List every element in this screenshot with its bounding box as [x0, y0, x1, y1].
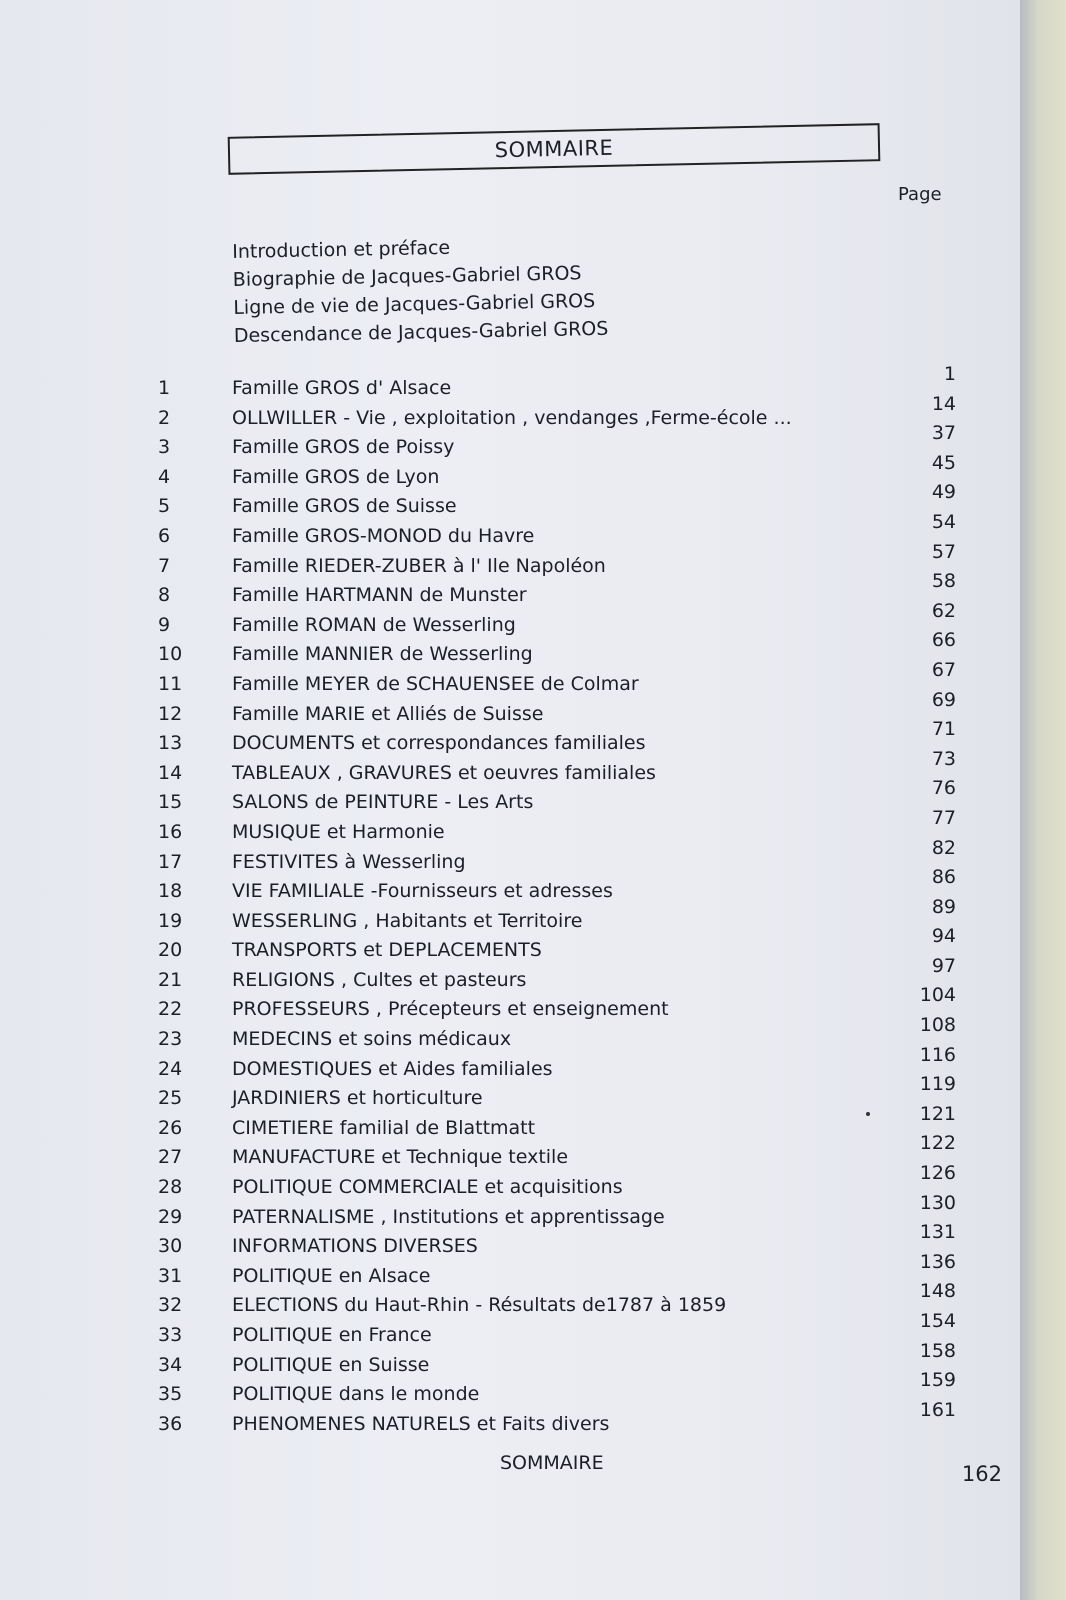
toc-number: 13 [158, 732, 183, 755]
toc-page: 45 [931, 451, 956, 474]
toc-row [0, 1339, 1020, 1381]
toc-page: 77 [931, 806, 956, 829]
intro-item: Descendance de Jacques-Gabriel GROS [233, 317, 609, 347]
toc-title: Famille GROS de Poissy [232, 436, 455, 459]
toc-title: MUSIQUE et Harmonie [232, 820, 445, 843]
toc-page: 14 [931, 392, 956, 415]
toc-row [0, 777, 1020, 818]
toc-number: 24 [158, 1057, 183, 1080]
toc-row [0, 599, 1020, 641]
toc-title: JARDINIERS et horticulture [232, 1087, 483, 1110]
toc-page: 49 [931, 481, 956, 504]
toc-number: 6 [158, 524, 171, 547]
toc-number: 31 [158, 1264, 183, 1287]
toc-row [0, 1073, 1020, 1114]
toc-title: Famille GROS de Suisse [232, 495, 457, 518]
toc-row [0, 836, 1020, 878]
toc-number: 30 [158, 1235, 183, 1258]
toc-row [0, 1043, 1020, 1085]
toc-row [0, 658, 1020, 700]
toc-title: ELECTIONS du Haut-Rhin - Résultats de1787 à 1859 [232, 1294, 727, 1317]
toc-page: 76 [931, 777, 956, 800]
page-title: SOMMAIRE [228, 123, 881, 175]
toc-number: 9 [158, 613, 171, 636]
toc-row [0, 1280, 1020, 1321]
toc-title: INFORMATIONS DIVERSES [232, 1235, 478, 1258]
toc-number: 1 [158, 377, 171, 399]
toc-number: 5 [158, 495, 171, 518]
toc-page: 1 [943, 363, 956, 385]
toc-number: 8 [158, 584, 171, 607]
toc-title: PATERNALISME , Institutions et apprentissage [232, 1205, 665, 1228]
toc-title: POLITIQUE dans le monde [232, 1383, 480, 1406]
toc-page: 97 [931, 954, 956, 977]
toc-page: 54 [931, 510, 956, 533]
toc-page: 108 [919, 1014, 956, 1037]
toc-number: 16 [158, 820, 183, 843]
toc-title: Famille GROS d' Alsace [232, 377, 452, 399]
toc-row [0, 1369, 1020, 1410]
page-column-header: Page [898, 184, 942, 205]
footer-page-number: 162 [961, 1462, 1002, 1486]
toc-number: 36 [158, 1412, 183, 1435]
toc-number: 34 [158, 1353, 183, 1376]
toc-number: 33 [158, 1324, 183, 1346]
toc-row [0, 1221, 1020, 1262]
toc-number: 10 [158, 643, 183, 666]
toc-number: 27 [158, 1146, 183, 1169]
toc-title: PROFESSEURS , Précepteurs et enseignement [232, 998, 669, 1021]
toc-row [0, 422, 1020, 463]
toc-number: 3 [158, 436, 171, 459]
toc-title: PHENOMENES NATURELS et Faits divers [232, 1412, 610, 1435]
toc-page: 57 [931, 540, 956, 563]
toc-title: WESSERLING , Habitants et Territoire [232, 909, 583, 932]
toc-number: 28 [158, 1176, 183, 1199]
toc-number: 22 [158, 998, 183, 1021]
table-of-contents [0, 363, 1020, 1439]
toc-title: OLLWILLER - Vie , exploitation , vendanges ,Ferme-école ... [232, 406, 792, 429]
toc-number: 15 [158, 791, 183, 814]
toc-page: 37 [931, 422, 956, 445]
toc-number: 26 [158, 1116, 183, 1139]
toc-title: POLITIQUE COMMERCIALE et acquisitions [232, 1176, 623, 1199]
toc-title: Famille MARIE et Alliés de Suisse [232, 702, 544, 725]
toc-row [0, 866, 1020, 907]
toc-number: 35 [158, 1383, 183, 1406]
toc-title: FESTIVITES à Wesserling [232, 850, 466, 873]
toc-title: Famille HARTMANN de Munster [232, 584, 527, 607]
toc-row [0, 747, 1020, 789]
ink-dot [866, 1112, 870, 1116]
toc-title: Famille GROS de Lyon [232, 465, 440, 488]
toc-row [0, 895, 1020, 937]
toc-title: DOMESTIQUES et Aides familiales [232, 1057, 553, 1080]
toc-page: 154 [919, 1310, 956, 1332]
toc-row [0, 1014, 1020, 1055]
toc-row [0, 1310, 1020, 1351]
toc-page: 131 [919, 1221, 956, 1244]
toc-row [0, 451, 1020, 493]
toc-page: 86 [931, 866, 956, 889]
toc-row [0, 1250, 1020, 1292]
toc-title: POLITIQUE en France [232, 1324, 432, 1346]
toc-page: 69 [931, 688, 956, 711]
intro-list [232, 231, 609, 350]
toc-number: 14 [158, 761, 183, 784]
toc-title: TRANSPORTS et DEPLACEMENTS [232, 939, 542, 962]
toc-title: POLITIQUE en Alsace [232, 1264, 431, 1287]
toc-number: 32 [158, 1294, 183, 1317]
toc-row [0, 510, 1020, 552]
toc-page: 62 [931, 599, 956, 622]
toc-page: 94 [931, 925, 956, 948]
toc-title: Famille MANNIER de Wesserling [232, 643, 533, 666]
toc-number: 4 [158, 465, 171, 488]
toc-number: 17 [158, 850, 183, 873]
toc-page: 119 [919, 1073, 956, 1096]
toc-title: DOCUMENTS et correspondances familiales [232, 732, 646, 755]
toc-page: 58 [931, 570, 956, 593]
toc-row [0, 1398, 1020, 1440]
toc-page: 148 [919, 1280, 956, 1303]
toc-row [0, 1132, 1020, 1173]
toc-row [0, 1191, 1020, 1233]
toc-number: 12 [158, 702, 183, 725]
toc-title: MANUFACTURE et Technique textile [232, 1146, 569, 1169]
toc-page: 67 [931, 658, 956, 681]
toc-row [0, 954, 1020, 996]
toc-title: VIE FAMILIALE -Fournisseurs et adresses [232, 880, 613, 903]
toc-row [0, 481, 1020, 522]
toc-page: 161 [919, 1398, 956, 1421]
toc-number: 25 [158, 1087, 183, 1110]
toc-title: POLITIQUE en Suisse [232, 1353, 430, 1376]
toc-page: 104 [919, 984, 956, 1007]
toc-row [0, 540, 1020, 582]
toc-number: 18 [158, 880, 183, 903]
toc-number: 7 [158, 554, 171, 577]
toc-row [0, 718, 1020, 759]
toc-page: 116 [919, 1043, 956, 1066]
toc-number: 21 [158, 968, 183, 991]
toc-number: 20 [158, 939, 183, 962]
toc-page: 89 [931, 895, 956, 918]
intro-item: Introduction et préface [232, 236, 451, 263]
toc-title: TABLEAUX , GRAVURES et oeuvres familiales [232, 761, 656, 784]
intro-item: Biographie de Jacques-Gabriel GROS [232, 262, 582, 291]
toc-page: 130 [919, 1191, 956, 1214]
toc-title: Famille MEYER de SCHAUENSEE de Colmar [232, 672, 639, 695]
toc-page: 122 [919, 1132, 956, 1155]
toc-title: MEDECINS et soins médicaux [232, 1028, 512, 1051]
toc-page: 121 [919, 1102, 956, 1125]
toc-number: 11 [158, 672, 183, 695]
toc-row [0, 688, 1020, 730]
toc-row [0, 1102, 1020, 1144]
toc-number: 23 [158, 1028, 183, 1051]
toc-row [0, 1162, 1020, 1203]
page-edge [1020, 0, 1066, 1600]
toc-page: 126 [919, 1162, 956, 1185]
footer-sommaire: SOMMAIRE [500, 1452, 604, 1474]
toc-row [0, 806, 1020, 848]
toc-row [0, 392, 1020, 434]
toc-row [0, 363, 1020, 404]
toc-page: 71 [931, 718, 956, 741]
toc-number: 2 [158, 406, 171, 429]
toc-title: SALONS de PEINTURE - Les Arts [232, 791, 534, 814]
toc-page: 82 [931, 836, 956, 859]
toc-page: 66 [931, 629, 956, 652]
toc-number: 29 [158, 1205, 183, 1228]
toc-row [0, 984, 1020, 1025]
toc-number: 19 [158, 909, 183, 932]
toc-row [0, 925, 1020, 966]
toc-title: Famille ROMAN de Wesserling [232, 613, 516, 636]
toc-title: RELIGIONS , Cultes et pasteurs [232, 968, 527, 991]
toc-row [0, 570, 1020, 611]
intro-item: Ligne de vie de Jacques-Gabriel GROS [233, 290, 596, 319]
toc-title: Famille RIEDER-ZUBER à l' Ile Napoléon [232, 554, 606, 577]
toc-page: 158 [919, 1339, 956, 1362]
toc-title: CIMETIERE familial de Blattmatt [232, 1116, 536, 1139]
toc-page: 159 [919, 1369, 956, 1392]
toc-page: 73 [931, 747, 956, 770]
toc-page: 136 [919, 1250, 956, 1273]
toc-row [0, 629, 1020, 670]
toc-title: Famille GROS-MONOD du Havre [232, 524, 535, 547]
